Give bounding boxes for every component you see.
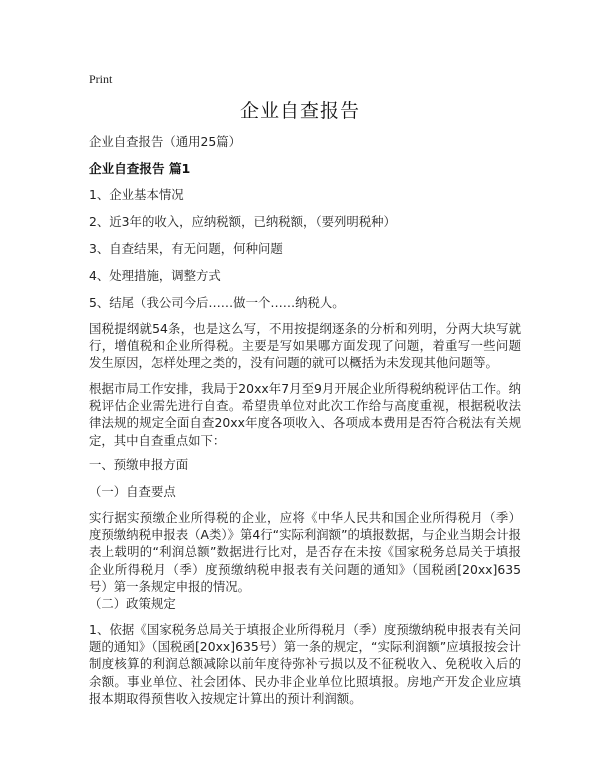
outline-item: 5、结尾（我公司今后……做一个……纳税人。	[89, 295, 345, 310]
document-title: 企业自查报告	[239, 100, 360, 122]
heading-prepayment: 一、预缴申报方面	[89, 457, 189, 472]
paragraph-assessment-notice: 根据市局工作安排，我局于20xx年7月至9月开展企业所得税纳税评估工作。纳税评估企业需先进行自查。希望贵单位对此次工作给与高度重视，根据税收法律法规的规定全面自查20xx年度各项收入、各项成本费用是否符合税法有关规定，其中自查重点如下：	[89, 381, 521, 448]
outline-item: 1、企业基本情况	[89, 187, 184, 202]
print-link[interactable]: Print	[89, 72, 113, 86]
heading-policy: （二）政策规定	[89, 596, 176, 611]
outline-item: 2、近3年的收入，应纳税额，已纳税额，（要列明税种）	[89, 214, 396, 229]
paragraph-self-check-points: 实行据实预缴企业所得税的企业，应将《中华人民共和国企业所得税月（季）度预缴纳税申报表（A类）》第4行“实际利润额”的填报数据，与企业当期会计报表上载明的“利润总额”数据进行比对，是否存在未按《国家税务总局关于填报企业所得税月（季）度预缴纳税申报表有关问题的通知》（国税函[20xx]635号）第一条规定申报的情况。	[89, 510, 521, 594]
document-subtitle: 企业自查报告（通用25篇）	[89, 134, 242, 149]
outline-item: 4、处理措施，调整方式	[89, 268, 221, 283]
paragraph-policy: 1、依据《国家税务总局关于填报企业所得税月（季）度预缴纳税申报表有关问题的通知》（国税函[20xx]635号）第一条的规定，“实际利润额”应填报按会计制度核算的利润总额减除以前年度待弥补亏损以及不征税收入、免税收入后的余额。事业单位、社会团体、民办非企业单位比照填报。房地产开发企业应填报本期取得预售收入按规定计算出的预计利润额。	[89, 622, 521, 706]
heading-self-check-points: （一）自查要点	[89, 484, 176, 499]
paragraph-tax-outline: 国税提纲就54条，也是这么写，不用按提纲逐条的分析和列明，分两大块写就行，增值税和企业所得税。主要是写如果哪方面发现了问题，着重写一些问题发生原因，怎样处理之类的，没有问题的就可以概括为未发现其他问题等。	[89, 321, 521, 371]
outline-item: 3、自查结果，有无问题，何种问题	[89, 241, 283, 256]
section-heading: 企业自查报告 篇1	[89, 161, 191, 176]
